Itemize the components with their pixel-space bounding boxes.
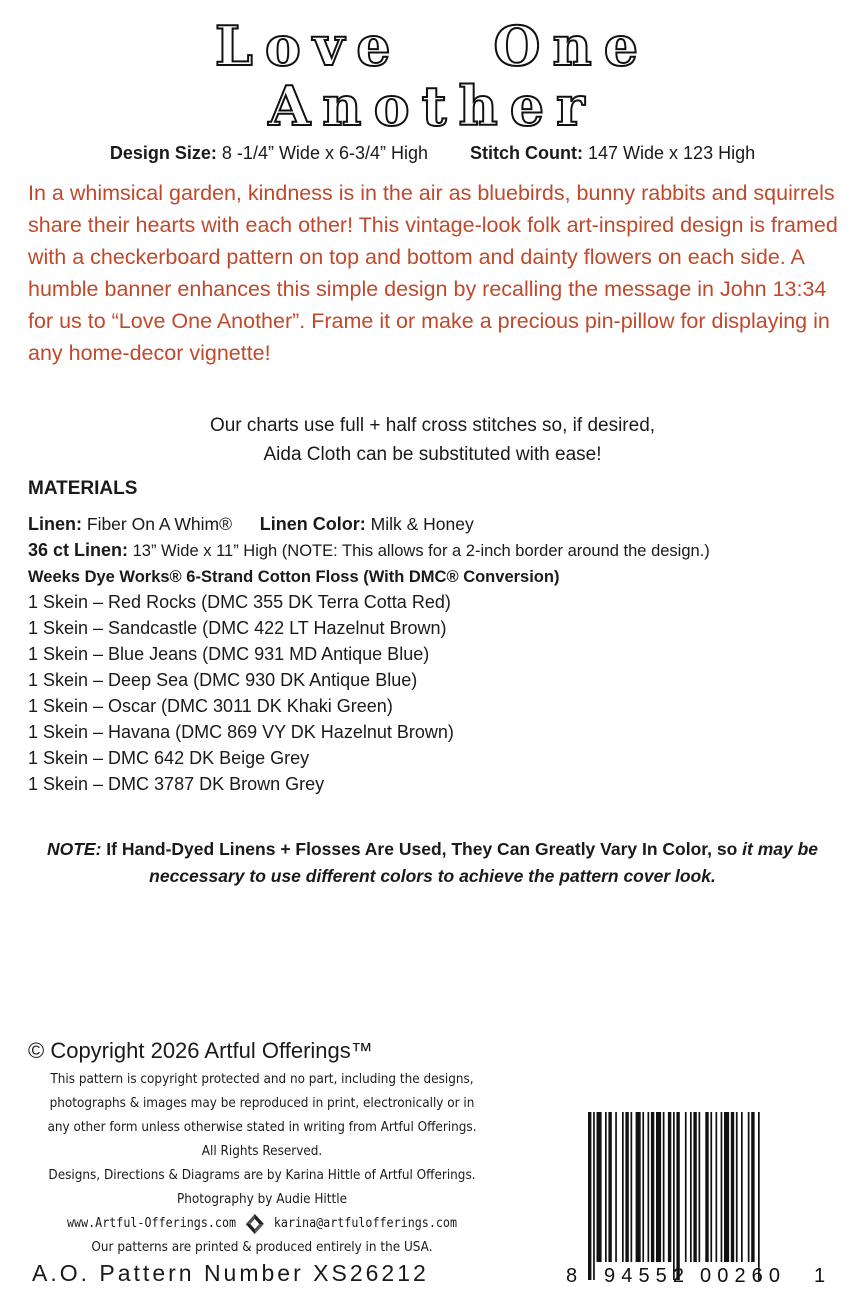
- stitch-count-value: 147 Wide x 123 High: [588, 143, 756, 163]
- charts-note: [0, 411, 865, 469]
- ct-linen-value: 13” Wide x 11” High (NOTE: This allows for a 2-inch border around the design.): [132, 542, 710, 560]
- barcode-bar: [588, 1112, 591, 1280]
- note-text-3: neccessary to use different colors to achieve the pattern cover look.: [149, 866, 716, 886]
- barcode-bar: [716, 1112, 718, 1262]
- barcode-bar: [648, 1112, 650, 1262]
- barcode-bar: [693, 1112, 696, 1262]
- linen-row: [28, 511, 848, 537]
- barcode-bar: [699, 1112, 701, 1262]
- linen-value: Fiber On A Whim®: [86, 514, 233, 534]
- linen-label: Linen:: [28, 514, 82, 534]
- list-item: 1 Skein – Red Rocks (DMC 355 DK Terra Cotta Red): [28, 592, 451, 612]
- legal-line: any other form unless otherwise stated in writing from Artful Offerings.: [47, 1120, 477, 1135]
- barcode: [560, 1110, 830, 1290]
- list-item: 1 Skein – DMC 642 DK Beige Grey: [28, 748, 310, 768]
- skein-list: [28, 589, 454, 797]
- list-item: 1 Skein – DMC 3787 DK Brown Grey: [28, 774, 325, 794]
- contact-row: [28, 1212, 496, 1236]
- usa-note: Our patterns are printed & produced entirely in the USA.: [91, 1240, 433, 1255]
- color-note-line-1: [0, 836, 865, 863]
- barcode-left-digits: 94552: [604, 1265, 684, 1287]
- barcode-bar: [721, 1112, 723, 1262]
- copyright-legal: [28, 1068, 496, 1260]
- barcode-bar: [731, 1112, 734, 1262]
- barcode-bar: [622, 1112, 624, 1262]
- color-note: [0, 836, 865, 890]
- barcode-bar: [625, 1112, 628, 1262]
- note-text-2: it may be: [742, 839, 819, 859]
- website-link[interactable]: www.Artful-Offerings.com: [66, 1216, 237, 1231]
- stitch-count: [470, 143, 755, 164]
- pattern-number: A.O. Pattern Number XS26212: [32, 1260, 429, 1286]
- barcode-bar: [741, 1112, 743, 1262]
- barcode-bar: [690, 1112, 692, 1262]
- title-line-2: Another: [268, 74, 597, 138]
- legal-line: This pattern is copyright protected and no part, including the designs,: [50, 1072, 474, 1087]
- title-line-1: Love One: [214, 14, 651, 78]
- barcode-bar: [724, 1112, 729, 1262]
- diamond-quilt-icon: [245, 1213, 265, 1235]
- barcode-first-digit: 8: [566, 1265, 578, 1287]
- design-specs: [0, 143, 865, 164]
- linen-color-label: Linen Color:: [259, 514, 366, 534]
- list-item: 1 Skein – Blue Jeans (DMC 931 MD Antique Blue): [28, 644, 430, 664]
- list-item: 1 Skein – Havana (DMC 869 VY DK Hazelnut Brown): [28, 722, 454, 742]
- charts-note-line-2: Aida Cloth can be substituted with ease!: [263, 444, 602, 465]
- legal-line: Designs, Directions & Diagrams are by Karina Hittle of Artful Offerings.: [48, 1168, 476, 1183]
- barcode-bar: [736, 1112, 738, 1262]
- barcode-bar: [593, 1112, 595, 1280]
- barcode-bar: [705, 1112, 708, 1262]
- barcode-bar: [615, 1112, 617, 1262]
- legal-line: Photography by Audie Hittle: [177, 1192, 347, 1207]
- barcode-bar: [751, 1112, 754, 1262]
- list-item: 1 Skein – Sandcastle (DMC 422 LT Hazelnut Brown): [28, 618, 447, 638]
- linen-color-value: Milk & Honey: [370, 514, 474, 534]
- barcode-bars: [588, 1112, 760, 1280]
- list-item: 1 Skein – Deep Sea (DMC 930 DK Antique Blue): [28, 670, 418, 690]
- copyright-title: © Copyright 2026 Artful Offerings™: [28, 1038, 373, 1063]
- barcode-bar: [710, 1112, 712, 1262]
- ct-linen-label: 36 ct Linen:: [28, 540, 129, 560]
- barcode-right-digits: 00260: [700, 1265, 780, 1287]
- list-item: 1 Skein – Oscar (DMC 3011 DK Khaki Green): [28, 696, 393, 716]
- linen-info: [28, 511, 848, 590]
- barcode-bar: [676, 1112, 679, 1280]
- stitch-count-label: Stitch Count:: [470, 143, 583, 163]
- barcode-bar: [642, 1112, 644, 1262]
- color-note-line-2: [0, 863, 865, 890]
- barcode-bar: [631, 1112, 633, 1262]
- note-text-1: If Hand-Dyed Linens + Flosses Are Used, They Can Greatly Vary In Color, so: [101, 839, 743, 859]
- charts-note-line-1: Our charts use full + half cross stitches so, if desired,: [209, 415, 656, 436]
- barcode-check-digit: 1: [814, 1265, 826, 1287]
- barcode-bar: [668, 1112, 671, 1262]
- floss-heading: Weeks Dye Works® 6-Strand Cotton Floss (With DMC® Conversion): [28, 568, 560, 586]
- barcode-bar: [673, 1112, 675, 1280]
- legal-line: photographs & images may be reproduced in print, electronically or in: [49, 1096, 475, 1111]
- barcode-bar: [685, 1112, 687, 1262]
- design-size-label: Design Size:: [109, 143, 217, 163]
- email-link[interactable]: karina@artfulofferings.com: [273, 1216, 458, 1231]
- note-label: NOTE:: [46, 839, 102, 859]
- barcode-bar: [758, 1112, 760, 1280]
- barcode-bar: [597, 1112, 602, 1262]
- ct-linen-row: [28, 537, 848, 564]
- barcode-bar: [656, 1112, 661, 1262]
- design-description: In a whimsical garden, kindness is in the air as bluebirds, bunny rabbits and squirrels share their hearts with each other! This vintage-look folk art-inspired design is framed with a checkerboard pattern on top and bottom and dainty flowers on each side. A humble banner enhances this simple design by recalling the message in John 13:34 for us to “Love One Another”. Frame it or make a precious pin-pillow for displaying in any home-decor vignette!: [28, 181, 838, 365]
- design-size: [110, 143, 428, 164]
- barcode-bar: [651, 1112, 654, 1262]
- design-size-value: 8 -1/4” Wide x 6-3/4” High: [221, 143, 428, 163]
- barcode-bar: [636, 1112, 641, 1262]
- barcode-bar: [663, 1112, 665, 1262]
- barcode-bar: [605, 1112, 607, 1262]
- barcode-bar: [748, 1112, 750, 1262]
- materials-heading: MATERIALS: [28, 478, 138, 499]
- barcode-bar: [608, 1112, 611, 1262]
- legal-line: All Rights Reserved.: [201, 1144, 323, 1159]
